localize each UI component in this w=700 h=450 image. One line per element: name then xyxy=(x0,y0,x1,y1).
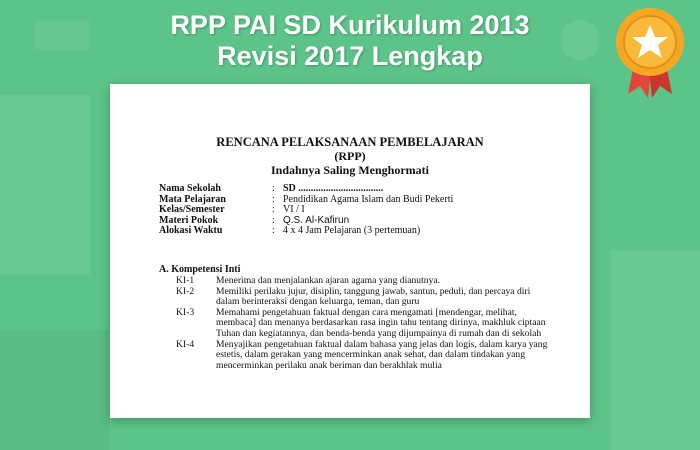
info-label: Mata Pelajaran xyxy=(159,193,226,205)
title-line-2: Revisi 2017 Lengkap xyxy=(217,41,483,71)
info-label: Kelas/Semester xyxy=(159,204,225,215)
ki-text-line: Menyajikan pengetahuan faktual dalam bahasa yang jelas dan logis, dalam karya yang xyxy=(216,338,548,350)
page-title xyxy=(150,10,550,72)
info-label: Alokasi Waktu xyxy=(159,225,223,236)
ki-item xyxy=(176,287,566,308)
rpp-document xyxy=(110,84,590,418)
ki-item xyxy=(176,308,566,340)
info-label: Materi Pokok xyxy=(159,214,219,226)
ki-text-line: Menerima dan menjalankan ajaran agama yang dianutnya. xyxy=(216,275,441,286)
ki-text-line: Tuhan dan kegiatannya, dan benda-benda yang dijumpainya di rumah dan di sekolah xyxy=(216,327,542,339)
info-row xyxy=(159,184,579,195)
title-line-1: RPP PAI SD Kurikulum 2013 xyxy=(170,10,530,40)
ki-item xyxy=(176,340,566,372)
ki-text-line: mencerminkan perilaku anak beriman dan berakhlak mulia xyxy=(216,359,442,371)
info-row xyxy=(159,226,579,237)
ki-text-line: Memahami pengetahuan faktual dengan cara mengamati [mendengar, melihat, xyxy=(216,306,517,318)
background-lamp xyxy=(560,20,600,60)
info-colon: : xyxy=(272,193,275,205)
star-award-ribbon-icon xyxy=(610,2,690,102)
info-row xyxy=(159,205,579,216)
document-theme: Indahnya Saling Menghormati xyxy=(270,163,430,177)
document-heading: RENCANA PELAKSANAAN PEMBELAJARAN xyxy=(216,135,484,149)
info-colon: : xyxy=(272,214,275,226)
ki-text-line: dalam berinteraksi dengan keluarga, teman, dan guru xyxy=(216,296,420,308)
info-value: 4 x 4 Jam Pelajaran (3 pertemuan) xyxy=(283,225,421,236)
ki-item xyxy=(176,276,566,287)
info-value: VI / I xyxy=(283,204,305,215)
document-info-table xyxy=(159,184,579,237)
info-value: Pendidikan Agama Islam dan Budi Pekerti xyxy=(283,193,454,205)
info-colon: : xyxy=(272,225,275,236)
background-cabinet-right xyxy=(610,250,700,450)
document-subheading: (RPP) xyxy=(334,149,366,163)
background-shelf-left xyxy=(0,95,90,275)
background-frame xyxy=(35,20,90,50)
ki-code: KI-3 xyxy=(176,306,195,318)
ki-code: KI-4 xyxy=(176,338,195,350)
info-value: SD .................................. xyxy=(283,183,384,194)
info-colon: : xyxy=(272,183,275,194)
ki-code: KI-2 xyxy=(176,285,195,297)
section-title: A. Kompetensi Inti xyxy=(159,264,241,275)
ki-text-line: Memiliki perilaku jujur, disiplin, tanggung jawab, santun, peduli, dan percaya diri xyxy=(216,285,531,297)
kompetensi-inti-list xyxy=(176,276,566,371)
ki-code: KI-1 xyxy=(176,275,195,286)
ki-text-line: estetis, dalam gerakan yang mencerminkan anak sehat, dan dalam tindakan yang xyxy=(216,349,526,361)
ki-text-line: membaca] dan menanya berdasarkan rasa ingin tahu tentang dirinya, makhluk ciptaan xyxy=(216,317,546,329)
info-label: Nama Sekolah xyxy=(159,183,221,194)
info-value: Q.S. Al-Kafirun xyxy=(283,214,350,226)
background-desk xyxy=(0,330,110,450)
info-colon: : xyxy=(272,204,275,215)
